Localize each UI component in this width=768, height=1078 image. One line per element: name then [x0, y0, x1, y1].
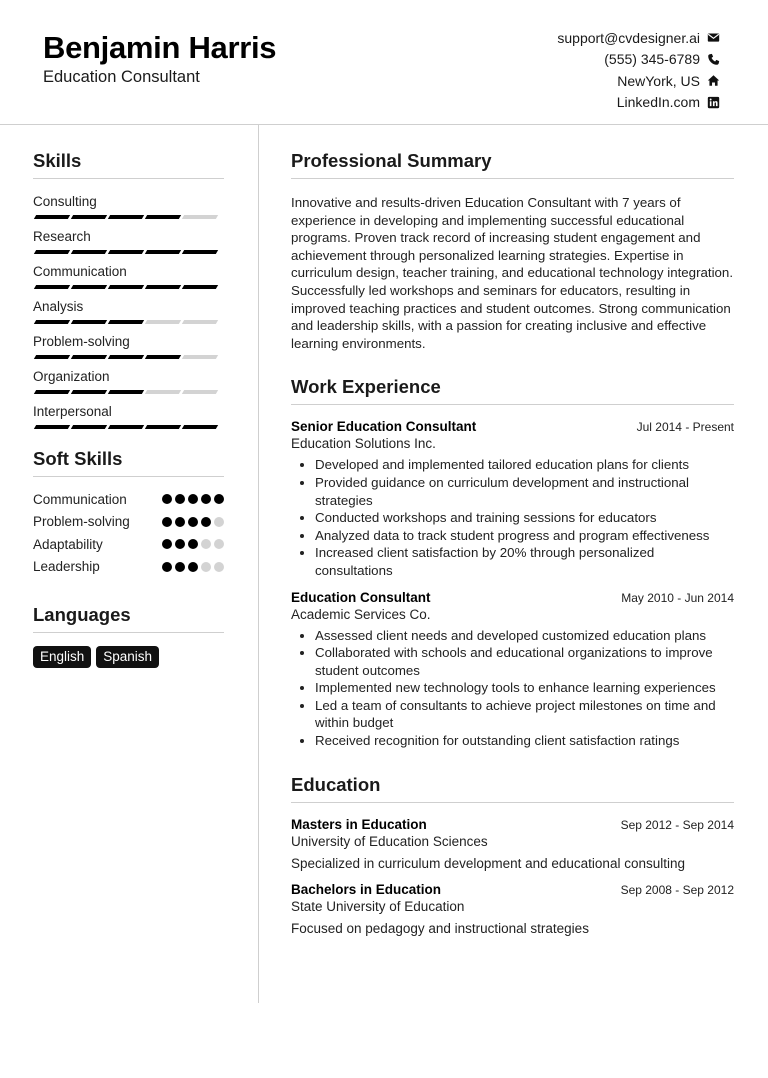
education-school: State University of Education — [291, 898, 465, 914]
soft-skill-item — [33, 488, 224, 511]
resume-header — [0, 0, 768, 125]
skill-level-segment — [108, 355, 144, 359]
rating-dot — [175, 562, 185, 572]
soft-skill-item — [33, 533, 224, 556]
home-icon — [707, 74, 720, 87]
rating-dot — [162, 517, 172, 527]
education-description: Specialized in curriculum development and educational consulting — [291, 855, 685, 871]
summary-heading: Professional Summary — [291, 150, 734, 179]
soft-skill-name: Adaptability — [33, 536, 103, 552]
job-bullet: • Received recognition for outstanding client satisfaction ratings — [315, 732, 734, 750]
rating-dot — [175, 494, 185, 504]
skill-level-segment — [145, 215, 181, 219]
job-bullet: • Collaborated with schools and educational organizations to improve student outcomes — [315, 644, 734, 679]
job-entry — [291, 590, 734, 750]
skill-level-bars — [33, 355, 224, 359]
soft-skill-name: Problem-solving — [33, 514, 130, 530]
skill-level-segment — [145, 250, 181, 254]
language-badge: Spanish — [96, 646, 159, 668]
skill-level-segment — [145, 355, 181, 359]
education-heading: Education — [291, 774, 734, 803]
rating-dot — [214, 562, 224, 572]
skill-level-segment — [34, 320, 70, 324]
job-company: Academic Services Co. — [291, 606, 431, 622]
skill-level-segment — [71, 215, 107, 219]
contact-location — [557, 70, 720, 92]
soft-skill-name: Communication — [33, 491, 127, 507]
right-column — [291, 150, 734, 936]
skills-list — [33, 193, 224, 429]
skill-level-segment — [71, 390, 107, 394]
skill-level-segment — [182, 355, 218, 359]
education-degree: Bachelors in Education — [291, 881, 442, 897]
soft-skill-rating — [162, 562, 224, 572]
skill-level-segment — [108, 425, 144, 429]
skill-level-segment — [34, 390, 70, 394]
rating-dot — [162, 494, 172, 504]
phone-icon — [707, 53, 720, 66]
skill-level-segment — [108, 215, 144, 219]
job-dates: May 2010 - Jun 2014 — [621, 590, 734, 605]
skills-heading: Skills — [33, 150, 224, 179]
envelope-icon — [707, 31, 720, 44]
education-school: University of Education Sciences — [291, 833, 488, 849]
soft-skill-name: Leadership — [33, 559, 100, 575]
contact-location-text: NewYork, US — [617, 72, 700, 89]
skill-level-segment — [182, 425, 218, 429]
rating-dot — [201, 517, 211, 527]
skill-level-segment — [34, 355, 70, 359]
skill-level-segment — [145, 320, 181, 324]
rating-dot — [214, 494, 224, 504]
job-bullets — [291, 627, 734, 750]
soft-skills-list — [33, 488, 224, 578]
skill-item — [33, 333, 224, 359]
education-dates: Sep 2012 - Sep 2014 — [620, 817, 734, 832]
skill-level-segment — [145, 425, 181, 429]
job-bullet: • Increased client satisfaction by 20% through personalized consultations — [315, 544, 734, 579]
skill-level-bars — [33, 390, 224, 394]
skill-level-segment — [71, 320, 107, 324]
job-bullet: • Implemented new technology tools to enhance learning experiences — [315, 679, 734, 697]
job-bullet: • Developed and implemented tailored education plans for clients — [315, 456, 734, 474]
skill-item — [33, 298, 224, 324]
skill-level-segment — [182, 285, 218, 289]
rating-dot — [201, 562, 211, 572]
soft-skill-rating — [162, 517, 224, 527]
job-company: Education Solutions Inc. — [291, 436, 436, 452]
job-entry — [291, 419, 734, 579]
rating-dot — [188, 517, 198, 527]
candidate-name: Benjamin Harris — [43, 30, 277, 65]
education-header — [291, 882, 734, 897]
candidate-title: Education Consultant — [43, 68, 200, 86]
rating-dot — [188, 562, 198, 572]
contact-block — [557, 27, 720, 113]
education-dates: Sep 2008 - Sep 2012 — [620, 882, 734, 897]
skill-level-segment — [182, 320, 218, 324]
skill-name: Organization — [33, 369, 110, 384]
education-list — [291, 817, 734, 936]
skill-name: Problem-solving — [33, 334, 130, 349]
skill-level-segment — [182, 390, 218, 394]
skill-item — [33, 368, 224, 394]
soft-skill-rating — [162, 494, 224, 504]
rating-dot — [188, 494, 198, 504]
languages-heading: Languages — [33, 604, 224, 633]
education-entry — [291, 882, 734, 936]
languages-list — [33, 646, 224, 668]
skill-level-segment — [108, 390, 144, 394]
skill-level-segment — [182, 250, 218, 254]
rating-dot — [201, 539, 211, 549]
skill-level-segment — [71, 285, 107, 289]
language-badge: English — [33, 646, 91, 668]
job-bullet: • Analyzed data to track student progress and program effectiveness — [315, 527, 734, 545]
skill-level-segment — [108, 285, 144, 289]
skill-level-segment — [34, 215, 70, 219]
skill-level-segment — [71, 425, 107, 429]
skill-level-bars — [33, 250, 224, 254]
skill-name: Communication — [33, 264, 127, 279]
skill-level-bars — [33, 215, 224, 219]
skill-level-bars — [33, 285, 224, 289]
rating-dot — [162, 539, 172, 549]
skill-item — [33, 263, 224, 289]
linkedin-icon — [707, 96, 720, 109]
soft-skill-rating — [162, 539, 224, 549]
skill-name: Interpersonal — [33, 404, 112, 419]
job-bullet: • Provided guidance on curriculum development and instructional strategies — [315, 474, 734, 509]
skill-level-bars — [33, 425, 224, 429]
left-column — [33, 150, 224, 668]
education-degree: Masters in Education — [291, 816, 427, 832]
soft-skill-item — [33, 556, 224, 579]
education-entry — [291, 817, 734, 871]
skill-name: Research — [33, 229, 91, 244]
education-description: Focused on pedagogy and instructional strategies — [291, 920, 589, 936]
skill-item — [33, 193, 224, 219]
skill-level-bars — [33, 320, 224, 324]
rating-dot — [175, 517, 185, 527]
skill-name: Analysis — [33, 299, 84, 314]
skill-level-segment — [145, 285, 181, 289]
job-bullet: • Led a team of consultants to achieve project milestones on time and within budget — [315, 697, 734, 732]
skill-level-segment — [34, 285, 70, 289]
job-header — [291, 590, 734, 605]
skill-item — [33, 228, 224, 254]
job-dates: Jul 2014 - Present — [636, 420, 734, 435]
rating-dot — [175, 539, 185, 549]
job-bullets — [291, 456, 734, 579]
rating-dot — [201, 494, 211, 504]
skill-level-segment — [108, 320, 144, 324]
summary-text: Innovative and results-driven Education Consultant with 7 years of experience in developing and implementing successful educational programs. Proven track record of increasing student engagement and achievement through personalized learning strategies. Expertise in curriculum design, teacher training, and educational technology integration. Successfully led workshops and seminars for educators, resulting in improved teaching practices and student outcomes. Strong communication and leadership skills, with a passion for creating inclusive and effective learning environments. — [291, 195, 734, 351]
job-title: Senior Education Consultant — [291, 419, 477, 435]
contact-email-text: support@cvdesigner.ai — [557, 29, 700, 46]
rating-dot — [162, 562, 172, 572]
contact-phone[interactable] — [557, 49, 720, 71]
contact-linkedin-text: LinkedIn.com — [616, 94, 700, 111]
skill-level-segment — [71, 250, 107, 254]
soft-skills-heading: Soft Skills — [33, 448, 224, 477]
skill-level-segment — [108, 250, 144, 254]
skill-level-segment — [34, 250, 70, 254]
skill-level-segment — [182, 215, 218, 219]
job-bullet: • Conducted workshops and training sessions for educators — [315, 509, 734, 527]
skill-name: Consulting — [33, 194, 97, 209]
experience-heading: Work Experience — [291, 376, 734, 405]
skill-level-segment — [71, 355, 107, 359]
contact-email[interactable] — [557, 27, 720, 49]
contact-phone-text: (555) 345-6789 — [604, 51, 700, 68]
rating-dot — [214, 517, 224, 527]
education-header — [291, 817, 734, 832]
job-bullet: • Assessed client needs and developed customized education plans — [315, 627, 734, 645]
column-divider — [258, 125, 259, 1003]
rating-dot — [214, 539, 224, 549]
job-title: Education Consultant — [291, 589, 431, 605]
job-header — [291, 419, 734, 434]
experience-list — [291, 419, 734, 749]
skill-level-segment — [145, 390, 181, 394]
skill-item — [33, 403, 224, 429]
rating-dot — [188, 539, 198, 549]
soft-skill-item — [33, 511, 224, 534]
contact-linkedin[interactable] — [557, 92, 720, 114]
skill-level-segment — [34, 425, 70, 429]
